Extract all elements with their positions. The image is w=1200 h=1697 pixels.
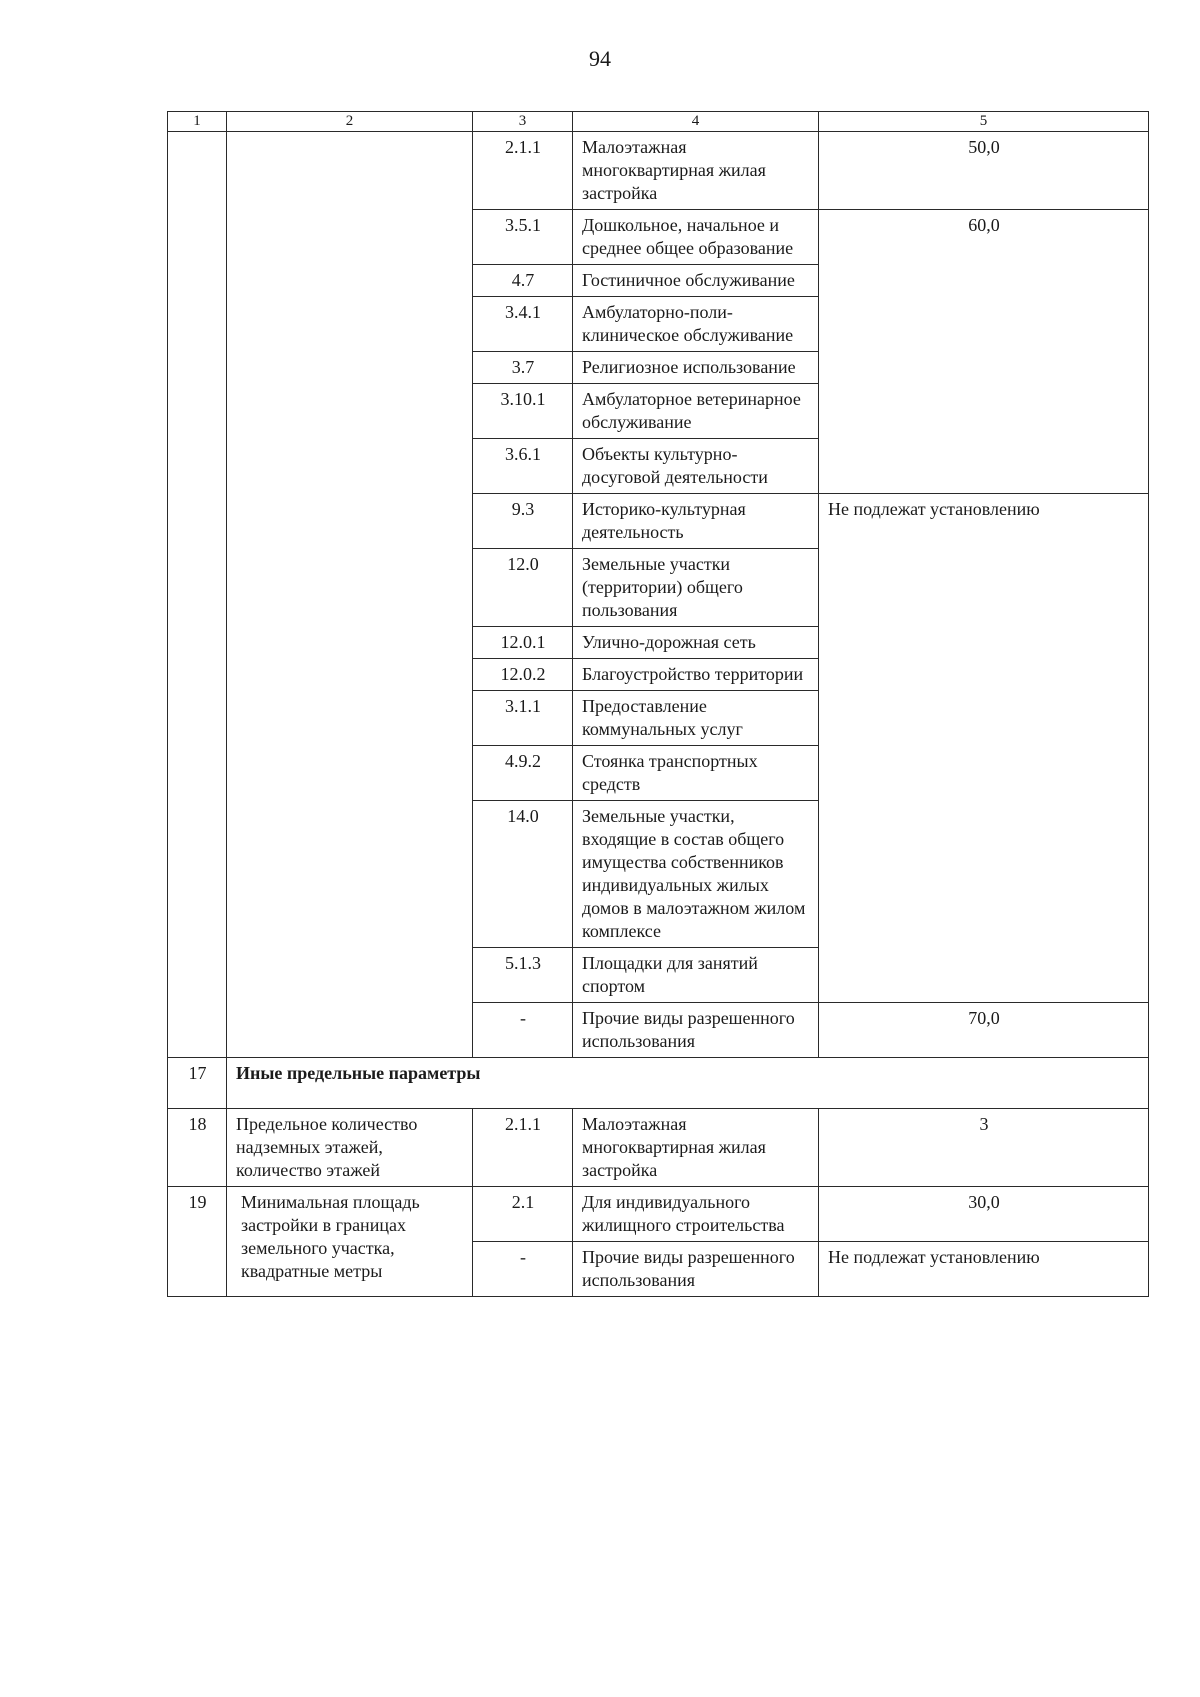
code-cell: 3.6.1 (473, 439, 573, 494)
row-number-cell: 17 (168, 1058, 227, 1109)
code-cell: 3.1.1 (473, 691, 573, 746)
use-cell: Земельные участки (территории) общего пользования (573, 549, 819, 627)
use-cell: Прочие виды разрешенного использования (573, 1003, 819, 1058)
use-cell: Гостиничное обслуживание (573, 265, 819, 297)
code-cell: 12.0.2 (473, 659, 573, 691)
use-cell: Историко-культурная деятельность (573, 494, 819, 549)
parameter-cell: Минимальная площадь застройки в границах земельного участка, квадратные метры (227, 1187, 473, 1297)
section-title-cell: Иные предельные параметры (227, 1058, 1149, 1109)
use-cell: Площадки для занятий спортом (573, 948, 819, 1003)
section-row (168, 1058, 1149, 1109)
code-cell: 12.0.1 (473, 627, 573, 659)
code-cell: 12.0 (473, 549, 573, 627)
table-row (168, 132, 1149, 210)
use-cell: Земельные участки, входящие в состав общего имущества собственников индивидуальных жилых домов в малоэтажном жилом комплексе (573, 801, 819, 948)
use-cell: Дошкольное, начальное и среднее общее образование (573, 210, 819, 265)
header-cell-3: 3 (473, 112, 573, 132)
value-cell: 30,0 (819, 1187, 1149, 1242)
row-number-cell (168, 132, 227, 1058)
value-cell: 60,0 (819, 210, 1149, 494)
use-cell: Религиозное использование (573, 352, 819, 384)
use-cell: Стоянка транспортных средств (573, 746, 819, 801)
table-row (168, 1187, 1149, 1242)
header-cell-4: 4 (573, 112, 819, 132)
code-cell: 4.9.2 (473, 746, 573, 801)
code-cell: 2.1.1 (473, 132, 573, 210)
value-cell: 3 (819, 1109, 1149, 1187)
code-cell: 9.3 (473, 494, 573, 549)
code-cell: 14.0 (473, 801, 573, 948)
code-cell: 3.7 (473, 352, 573, 384)
row-number-cell: 19 (168, 1187, 227, 1297)
code-cell: 5.1.3 (473, 948, 573, 1003)
value-cell: 50,0 (819, 132, 1149, 210)
header-cell-5: 5 (819, 112, 1149, 132)
code-cell: 4.7 (473, 265, 573, 297)
code-cell: 3.5.1 (473, 210, 573, 265)
use-cell: Объекты культурно-досуговой деятельности (573, 439, 819, 494)
use-cell: Благоустройство территории (573, 659, 819, 691)
page-number: 94 (589, 46, 611, 71)
header-cell-1: 1 (168, 112, 227, 132)
code-cell: - (473, 1003, 573, 1058)
parameter-cell (227, 132, 473, 1058)
use-cell: Улично-дорожная сеть (573, 627, 819, 659)
use-cell: Амбулаторно-поли-клиническое обслуживание (573, 297, 819, 352)
header-cell-2: 2 (227, 112, 473, 132)
use-cell: Прочие виды разрешенного использования (573, 1242, 819, 1297)
regulations-table (167, 111, 1149, 1297)
use-cell: Малоэтажная многоквартирная жилая застройка (573, 1109, 819, 1187)
code-cell: - (473, 1242, 573, 1297)
table-header-row (168, 112, 1149, 132)
use-cell: Предоставление коммунальных услуг (573, 691, 819, 746)
value-cell: 70,0 (819, 1003, 1149, 1058)
code-cell: 3.4.1 (473, 297, 573, 352)
code-cell: 2.1 (473, 1187, 573, 1242)
code-cell: 2.1.1 (473, 1109, 573, 1187)
use-cell: Амбулаторное ветеринарное обслуживание (573, 384, 819, 439)
use-cell: Малоэтажная многоквартирная жилая застройка (573, 132, 819, 210)
value-cell: Не подлежат установлению (819, 1242, 1149, 1297)
use-cell: Для индивидуального жилищного строительства (573, 1187, 819, 1242)
row-number-cell: 18 (168, 1109, 227, 1187)
value-cell: Не подлежат установлению (819, 494, 1149, 1003)
code-cell: 3.10.1 (473, 384, 573, 439)
table-row (168, 1109, 1149, 1187)
parameter-cell: Предельное количество надземных этажей, количество этажей (227, 1109, 473, 1187)
